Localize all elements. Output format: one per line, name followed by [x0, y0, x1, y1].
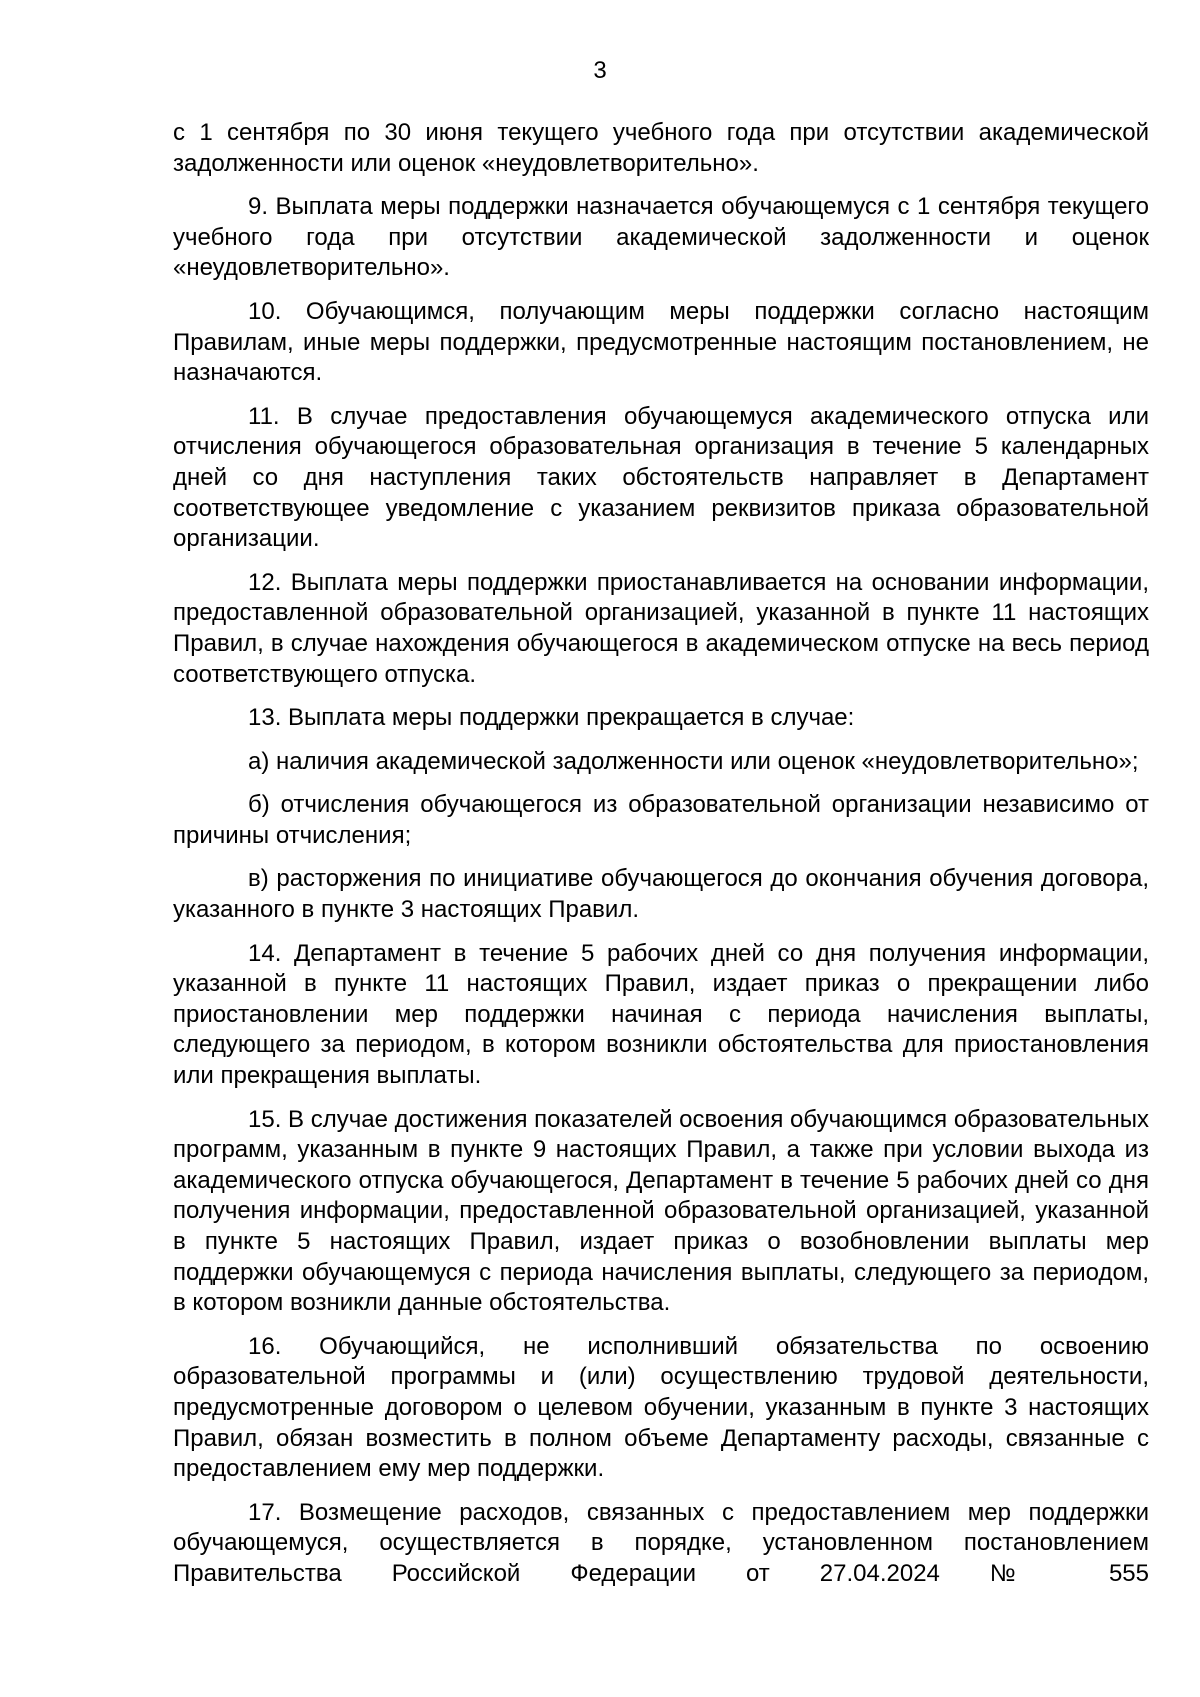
paragraph-intro-continuation: с 1 сентября по 30 июня текущего учебного года при отсутствии академической задолженности или оценок «неудовлетворительно». [173, 119, 1149, 177]
paragraph-item-17: 17. Возмещение расходов, связанных с предоставлением мер поддержки обучающемуся, осуществляется в порядке, установленном постановлением Правительства Российской Федерации от 27.04.2024 № 555 [173, 1498, 1149, 1587]
paragraph-item-12: 12. Выплата меры поддержки приостанавливается на основании информации, предоставленной образовательной организацией, указанной в пункте 11 настоящих Правил, в случае нахождения обучающегося в академическом отпуске на весь период соответствующего отпуска. [173, 568, 1149, 688]
paragraph-item-14: 14. Департамент в течение 5 рабочих дней со дня получения информации, указанной в пункте 11 настоящих Правил, издает приказ о прекращении либо приостановлении мер поддержки начиная с периода начисления выплаты, следующего за периодом, в котором возникли обстоятельства для приостановления или прекращения выплаты. [173, 939, 1149, 1090]
paragraph-item-13-c: в) расторжения по инициативе обучающегося до окончания обучения договора, указанного в пункте 3 настоящих Правил. [173, 865, 1149, 924]
paragraph-item-9: 9. Выплата меры поддержки назначается обучающемуся с 1 сентября текущего учебного года при отсутствии академической задолженности и оценок «неудовлетворительно». [173, 193, 1149, 282]
paragraph-item-11: 11. В случае предоставления обучающемуся академического отпуска или отчисления обучающегося образовательная организация в течение 5 календарных дней со дня наступления таких обстоятельств направляет в Департамент соответствующее уведомление с указанием реквизитов приказа образовательной организации. [173, 402, 1149, 553]
paragraph-item-13: 13. Выплата меры поддержки прекращается в случае: [248, 704, 855, 732]
paragraph-item-13-a: а) наличия академической задолженности или оценок «неудовлетворительно»; [248, 747, 1139, 775]
document-body [173, 118, 1149, 1603]
paragraph-item-13-b: б) отчисления обучающегося из образовательной организации независимо от причины отчисления; [173, 791, 1149, 849]
paragraph-item-16: 16. Обучающийся, не исполнивший обязательства по освоению образовательной программы и (или) осуществлению трудовой деятельности, предусмотренные договором о целевом обучении, указанным в пункте 3 настоящих Правил, обязан возместить в полном объеме Департаменту расходы, связанные с предоставлением ему мер поддержки. [173, 1332, 1149, 1483]
page-number: 3 [593, 57, 607, 84]
paragraph-item-15: 15. В случае достижения показателей освоения обучающимся образовательных программ, указанным в пункте 9 настоящих Правил, а также при условии выхода из академического отпуска обучающегося, Департамент в течение 5 рабочих дней со дня получения информации, предоставленной образовательной организацией, указанной в пункте 5 настоящих Правил, издает приказ о возобновлении выплаты мер поддержки обучающемуся с периода начисления выплаты, следующего за периодом, в котором возникли данные обстоятельства. [173, 1105, 1149, 1317]
paragraph-item-10: 10. Обучающимся, получающим меры поддержки согласно настоящим Правилам, иные меры поддержки, предусмотренные настоящим постановлением, не назначаются. [173, 297, 1149, 387]
